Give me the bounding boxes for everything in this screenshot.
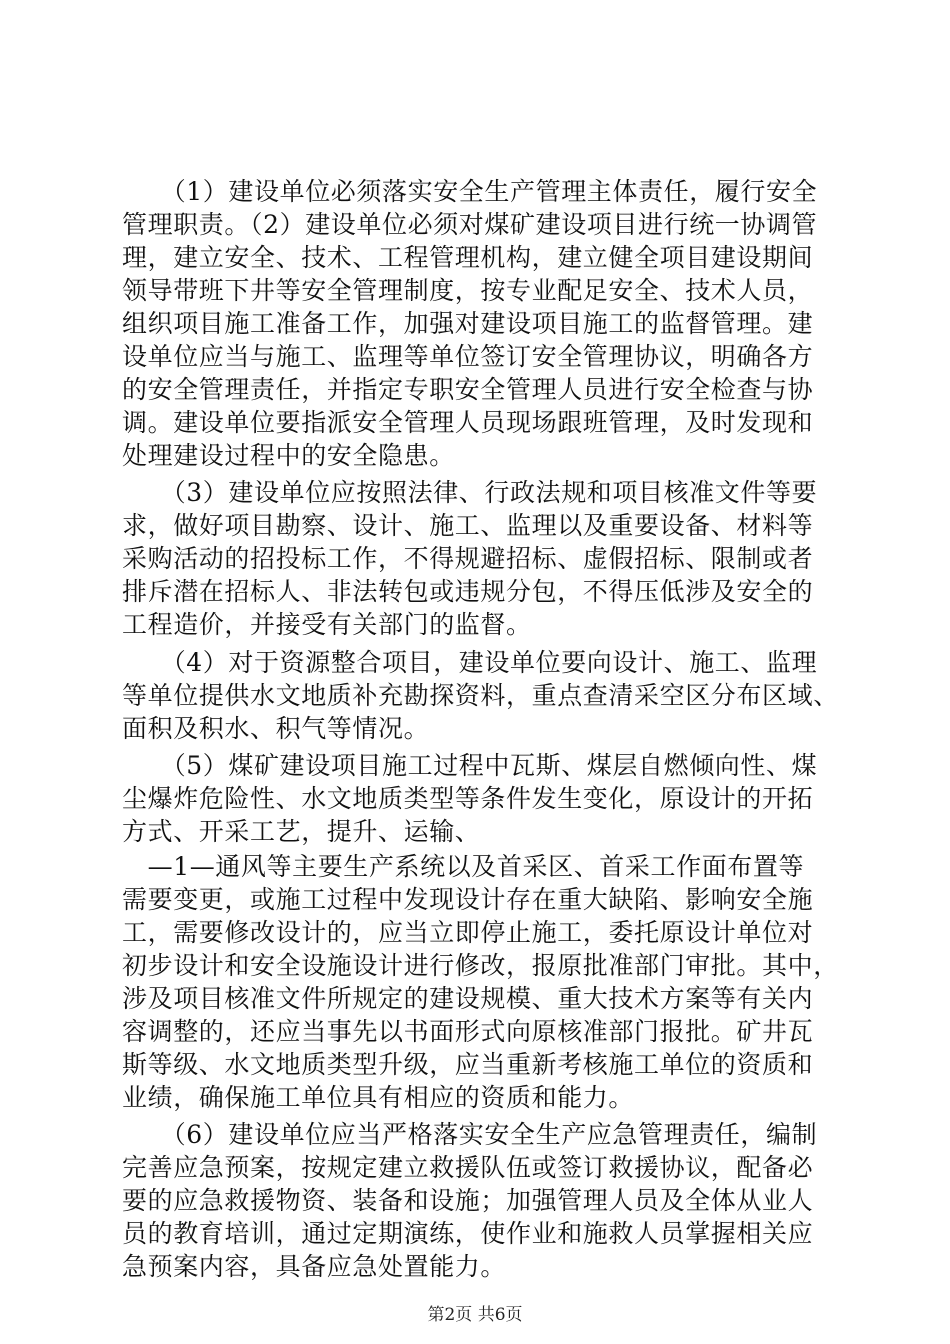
text-line: 尘爆炸危险性、水文地质类型等条件发生变化，原设计的开拓 xyxy=(122,784,814,813)
text-line: 等单位提供水文地质补充勘探资料，重点查清采空区分布区域、 xyxy=(122,681,839,710)
text-line: 员的教育培训，通过定期演练，使作业和施救人员掌握相关应 xyxy=(122,1219,814,1248)
text-line: 涉及项目核准文件所规定的建设规模、重大技术方案等有关内 xyxy=(122,984,814,1013)
text-line: 面积及积水、积气等情况。 xyxy=(122,714,430,743)
text-line: 设单位应当与施工、监理等单位签订安全管理协议，明确各方 xyxy=(122,342,814,371)
text-line: （4）对于资源整合项目，建设单位要向设计、施工、监理 xyxy=(122,648,818,677)
text-line: 处理建设过程中的安全隐患。 xyxy=(122,441,455,470)
text-line: 业绩，确保施工单位具有相应的资质和能力。 xyxy=(122,1083,635,1112)
text-line: 的安全管理责任，并指定专职安全管理人员进行安全检查与协 xyxy=(122,375,814,404)
text-line: 排斥潜在招标人、非法转包或违规分包，不得压低涉及安全的 xyxy=(122,577,814,606)
text-line: 斯等级、水文地质类型升级，应当重新考核施工单位的资质和 xyxy=(122,1050,814,1079)
text-line: （5）煤矿建设项目施工过程中瓦斯、煤层自燃倾向性、煤 xyxy=(122,751,818,780)
text-line: 工，需要修改设计的，应当立即停止施工，委托原设计单位对 xyxy=(122,918,814,947)
text-line: —1—通风等主要生产系统以及首采区、首采工作面布置等 xyxy=(122,852,805,881)
text-line: 容调整的，还应当事先以书面形式向原核准部门报批。矿井瓦 xyxy=(122,1017,814,1046)
text-line: 调。建设单位要指派安全管理人员现场跟班管理，及时发现和 xyxy=(122,408,814,437)
text-line: 初步设计和安全设施设计进行修改，报原批准部门审批。其中， xyxy=(122,951,839,980)
text-line: 完善应急预案，按规定建立救援队伍或签订救援协议，配备必 xyxy=(122,1153,814,1182)
text-line: （1）建设单位必须落实安全生产管理主体责任，履行安全 xyxy=(122,177,818,206)
text-line: 领导带班下井等安全管理制度，按专业配足安全、技术人员， xyxy=(122,276,814,305)
text-line: 组织项目施工准备工作，加强对建设项目施工的监督管理。建 xyxy=(122,309,814,338)
text-line: 急预案内容，具备应急处置能力。 xyxy=(122,1252,507,1281)
text-line: 需要变更，或施工过程中发现设计存在重大缺陷、影响安全施 xyxy=(122,885,814,914)
text-line: 理，建立安全、技术、工程管理机构，建立健全项目建设期间 xyxy=(122,243,814,272)
text-line: 工程造价，并接受有关部门的监督。 xyxy=(122,610,532,639)
text-line: （6）建设单位应当严格落实安全生产应急管理责任，编制 xyxy=(122,1120,818,1149)
text-line: 采购活动的招投标工作，不得规避招标、虚假招标、限制或者 xyxy=(122,544,814,573)
page-number-footer: 第2页 共6页 xyxy=(427,1305,523,1325)
text-line: 管理职责。（2）建设单位必须对煤矿建设项目进行统一协调管 xyxy=(122,210,818,239)
text-line: （3）建设单位应按照法律、行政法规和项目核准文件等要 xyxy=(122,478,818,507)
text-line: 要的应急救援物资、装备和设施；加强管理人员及全体从业人 xyxy=(122,1186,814,1215)
text-line: 方式、开采工艺，提升、运输、 xyxy=(122,817,481,846)
text-line: 求，做好项目勘察、设计、施工、监理以及重要设备、材料等 xyxy=(122,511,814,540)
